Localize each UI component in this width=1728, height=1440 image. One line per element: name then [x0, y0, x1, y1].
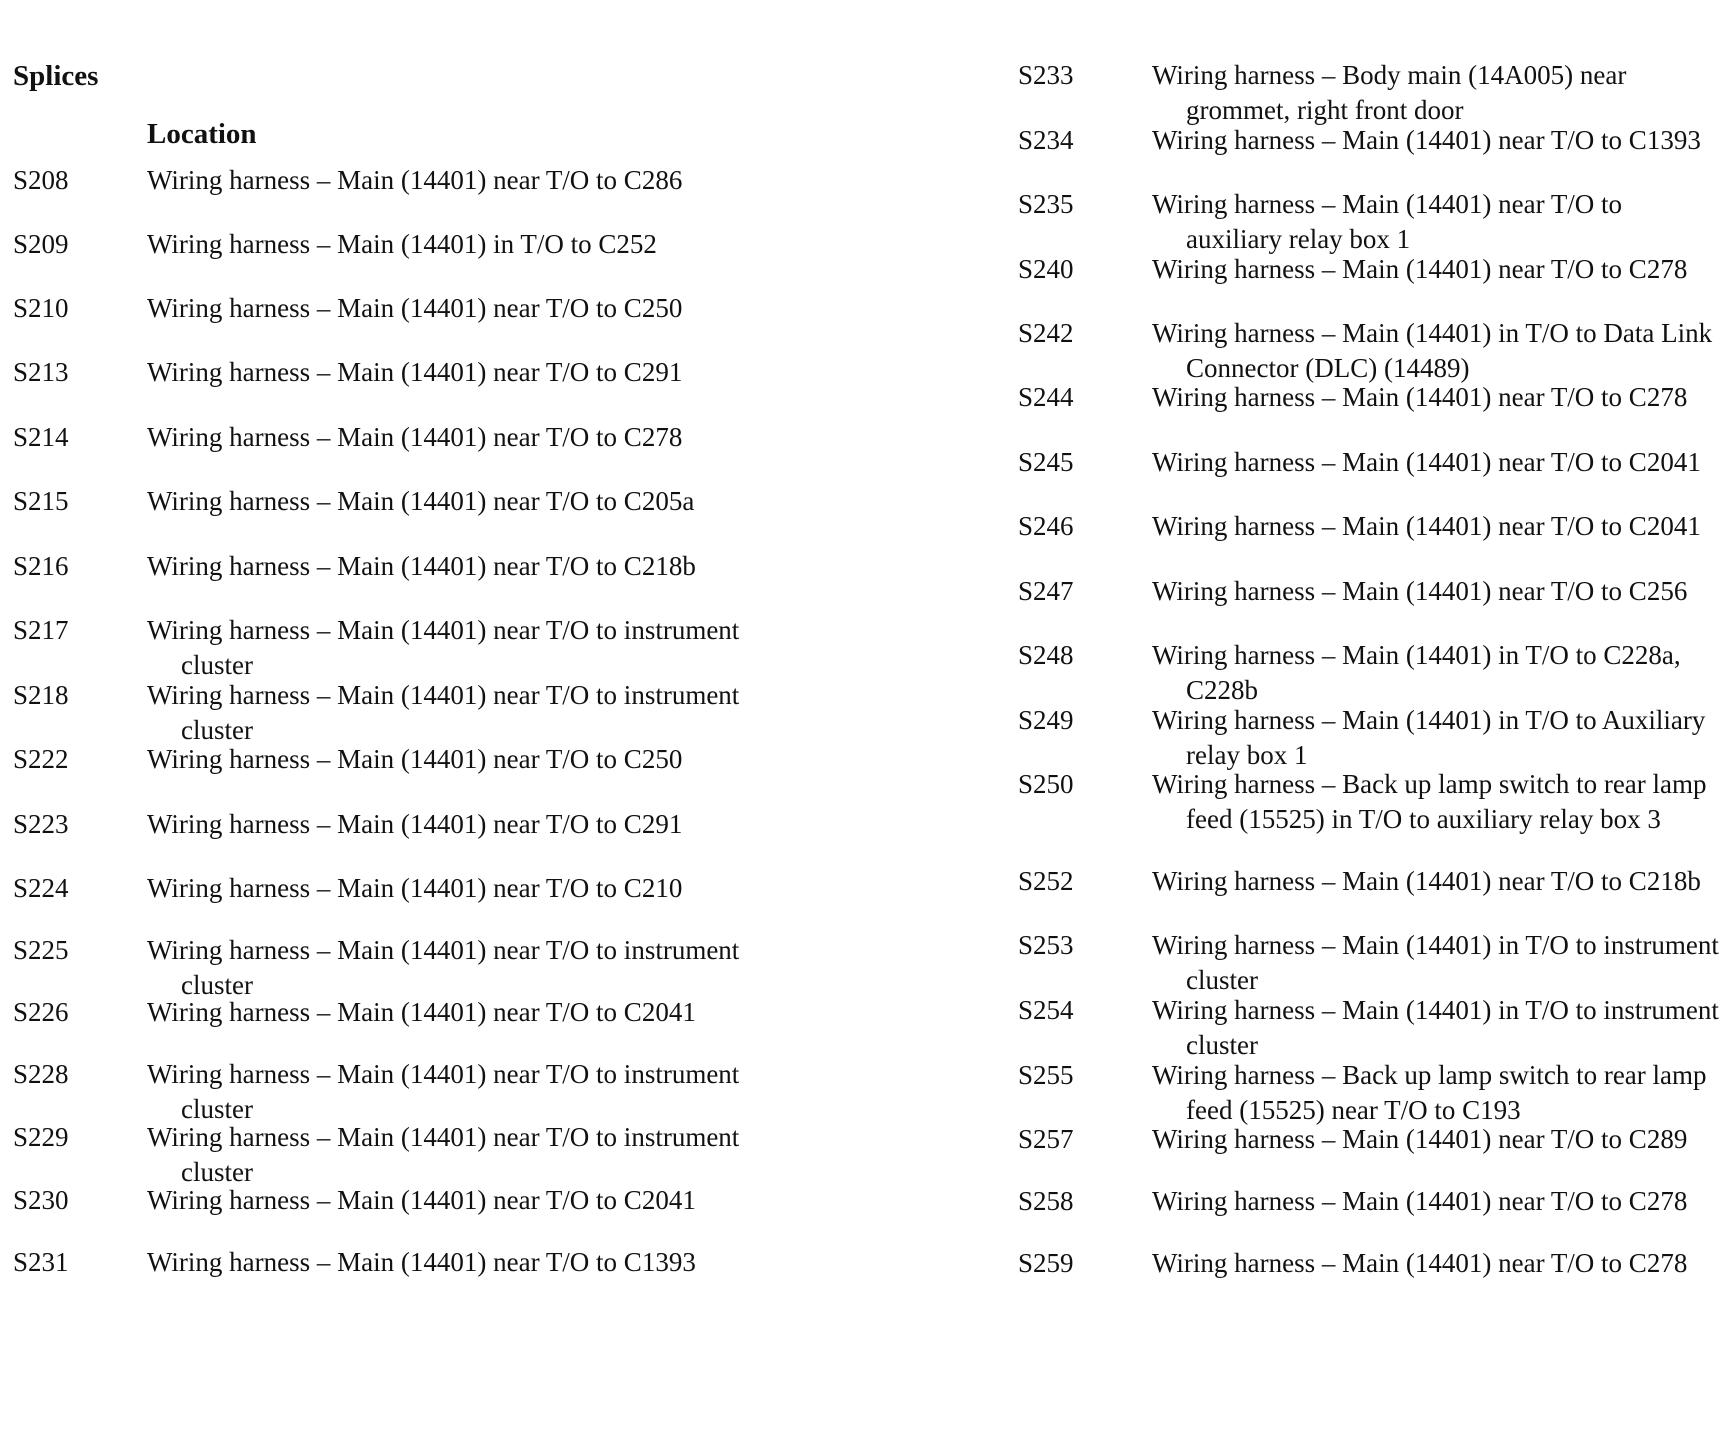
splice-code: S226 — [13, 997, 69, 1027]
splice-location: Wiring harness – Back up lamp switch to rear lamp feed (15525) in T/O to auxiliary relay box 3 — [1152, 769, 1707, 834]
splice-row — [13, 742, 853, 777]
splice-location: Wiring harness – Main (14401) near T/O to instrument cluster — [147, 1122, 740, 1187]
splice-row — [13, 484, 853, 519]
splice-code: S245 — [1018, 447, 1074, 477]
splice-location: Wiring harness – Main (14401) near T/O to C278 — [1152, 254, 1688, 284]
splice-location: Wiring harness – Main (14401) near T/O to instrument cluster — [147, 935, 740, 1000]
splice-code: S255 — [1018, 1060, 1074, 1090]
splice-code: S218 — [13, 680, 69, 710]
splice-row — [1018, 1184, 1723, 1219]
splice-location: Wiring harness – Main (14401) near T/O to instrument cluster — [147, 1059, 740, 1124]
splice-location: Wiring harness – Main (14401) near T/O to C291 — [147, 809, 683, 839]
splice-code: S254 — [1018, 995, 1074, 1025]
splice-row — [13, 933, 853, 1003]
splice-location: Wiring harness – Main (14401) near T/O to C278 — [1152, 382, 1688, 412]
splice-row — [1018, 864, 1723, 899]
splice-location: Wiring harness – Main (14401) near T/O to C205a — [147, 486, 695, 516]
splice-row — [1018, 638, 1723, 708]
splice-row — [1018, 1058, 1723, 1128]
splice-code: S247 — [1018, 576, 1074, 606]
location-column-heading: Location — [147, 118, 257, 150]
splice-code: S209 — [13, 229, 69, 259]
splice-code: S223 — [13, 809, 69, 839]
splice-row — [13, 1057, 853, 1127]
splice-row — [1018, 928, 1723, 998]
splice-code: S225 — [13, 935, 69, 965]
splice-row — [13, 1245, 853, 1280]
splice-location: Wiring harness – Main (14401) in T/O to instrument cluster — [1152, 995, 1719, 1060]
splice-location: Wiring harness – Back up lamp switch to rear lamp feed (15525) near T/O to C193 — [1152, 1060, 1707, 1125]
splice-location: Wiring harness – Main (14401) near T/O to C210 — [147, 873, 683, 903]
splice-row — [1018, 1122, 1723, 1157]
splice-location: Wiring harness – Body main (14A005) near grommet, right front door — [1152, 60, 1627, 125]
splice-row — [13, 1183, 853, 1218]
splice-row — [1018, 316, 1723, 386]
splice-code: S252 — [1018, 866, 1074, 896]
splice-row — [13, 871, 853, 906]
splice-location: Wiring harness – Main (14401) in T/O to C252 — [147, 229, 657, 259]
splice-row — [13, 678, 853, 748]
splice-code: S233 — [1018, 60, 1074, 90]
splice-location: Wiring harness – Main (14401) in T/O to instrument cluster — [1152, 930, 1719, 995]
splice-row — [1018, 1246, 1723, 1281]
splice-row — [1018, 767, 1723, 837]
splice-row — [13, 807, 853, 842]
splice-code: S216 — [13, 551, 69, 581]
splice-row — [1018, 187, 1723, 257]
splice-location: Wiring harness – Main (14401) in T/O to C228a, C228b — [1152, 640, 1681, 705]
splice-row — [1018, 574, 1723, 609]
splice-location: Wiring harness – Main (14401) near T/O to C278 — [147, 422, 683, 452]
splice-row — [1018, 123, 1723, 158]
splice-code: S240 — [1018, 254, 1074, 284]
splice-location: Wiring harness – Main (14401) near T/O to C289 — [1152, 1124, 1688, 1154]
splice-location: Wiring harness – Main (14401) near T/O to C2041 — [1152, 447, 1701, 477]
splice-code: S250 — [1018, 769, 1074, 799]
splice-code: S210 — [13, 293, 69, 323]
splice-code: S229 — [13, 1122, 69, 1152]
splice-location: Wiring harness – Main (14401) near T/O to instrument cluster — [147, 615, 740, 680]
splice-location: Wiring harness – Main (14401) near T/O to C291 — [147, 357, 683, 387]
splice-location: Wiring harness – Main (14401) near T/O to C250 — [147, 744, 683, 774]
splice-code: S230 — [13, 1185, 69, 1215]
splice-row — [13, 549, 853, 584]
splice-code: S246 — [1018, 511, 1074, 541]
splice-code: S222 — [13, 744, 69, 774]
splice-code: S234 — [1018, 125, 1074, 155]
splice-row — [13, 1120, 853, 1190]
section-heading: Splices — [13, 60, 99, 92]
splice-code: S215 — [13, 486, 69, 516]
splice-code: S208 — [13, 165, 69, 195]
splice-row — [13, 613, 853, 683]
splice-row — [1018, 58, 1723, 128]
splice-location: Wiring harness – Main (14401) near T/O to C1393 — [147, 1247, 696, 1277]
splice-code: S248 — [1018, 640, 1074, 670]
splice-row — [13, 420, 853, 455]
splice-row — [1018, 445, 1723, 480]
splice-code: S242 — [1018, 318, 1074, 348]
splice-location: Wiring harness – Main (14401) near T/O to C1393 — [1152, 125, 1701, 155]
splice-location: Wiring harness – Main (14401) near T/O to C250 — [147, 293, 683, 323]
splice-code: S213 — [13, 357, 69, 387]
splice-code: S228 — [13, 1059, 69, 1089]
splice-location: Wiring harness – Main (14401) near T/O to C278 — [1152, 1248, 1688, 1278]
splice-row — [1018, 703, 1723, 773]
splice-code: S231 — [13, 1247, 69, 1277]
splice-location: Wiring harness – Main (14401) near T/O to C2041 — [1152, 511, 1701, 541]
splice-row — [13, 163, 853, 198]
splice-location: Wiring harness – Main (14401) near T/O to instrument cluster — [147, 680, 740, 745]
splice-row — [1018, 252, 1723, 287]
splice-code: S235 — [1018, 189, 1074, 219]
splice-location: Wiring harness – Main (14401) near T/O to C2041 — [147, 997, 696, 1027]
splice-row — [1018, 380, 1723, 415]
splice-row — [1018, 993, 1723, 1063]
splice-location: Wiring harness – Main (14401) near T/O to C218b — [147, 551, 696, 581]
splice-row — [1018, 509, 1723, 544]
splice-code: S253 — [1018, 930, 1074, 960]
splice-code: S249 — [1018, 705, 1074, 735]
splice-location: Wiring harness – Main (14401) near T/O to C286 — [147, 165, 683, 195]
splice-row — [13, 227, 853, 262]
splice-location: Wiring harness – Main (14401) in T/O to Auxiliary relay box 1 — [1152, 705, 1706, 770]
splice-row — [13, 291, 853, 326]
splice-code: S217 — [13, 615, 69, 645]
splice-code: S224 — [13, 873, 69, 903]
splice-location: Wiring harness – Main (14401) near T/O to C2041 — [147, 1185, 696, 1215]
splice-location: Wiring harness – Main (14401) near T/O to C218b — [1152, 866, 1701, 896]
splice-code: S244 — [1018, 382, 1074, 412]
splice-location: Wiring harness – Main (14401) near T/O to C278 — [1152, 1186, 1688, 1216]
splice-location: Wiring harness – Main (14401) near T/O to auxiliary relay box 1 — [1152, 189, 1623, 254]
splice-row — [13, 995, 853, 1030]
splice-location: Wiring harness – Main (14401) near T/O to C256 — [1152, 576, 1688, 606]
splice-location: Wiring harness – Main (14401) in T/O to Data Link Connector (DLC) (14489) — [1152, 318, 1713, 383]
splice-code: S258 — [1018, 1186, 1074, 1216]
splice-code: S259 — [1018, 1248, 1074, 1278]
splice-code: S214 — [13, 422, 69, 452]
splice-code: S257 — [1018, 1124, 1074, 1154]
splice-row — [13, 355, 853, 390]
